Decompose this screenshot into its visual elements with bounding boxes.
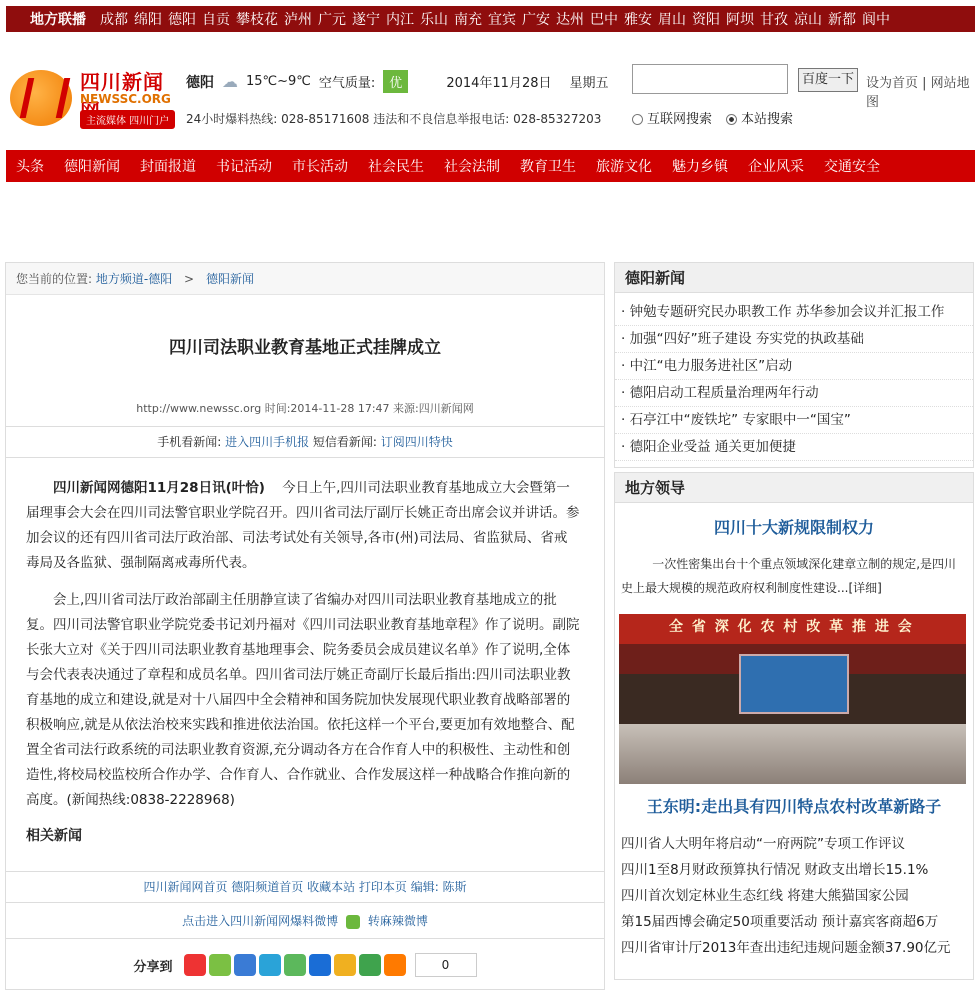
city-link[interactable]: 甘孜 [760,12,788,28]
share-weibo-icon[interactable] [184,954,206,976]
nav-item[interactable]: 封面报道 [140,159,196,175]
air-quality-label: 空气质量: [318,76,376,91]
city-link[interactable]: 攀枝花 [236,12,278,28]
radio-site[interactable]: 本站搜索 [726,108,793,127]
article-title: 四川司法职业教育基地正式挂牌成立 [169,338,441,358]
city-link[interactable]: 广元 [318,12,346,28]
breadcrumb-link-news[interactable]: 德阳新闻 [205,272,254,286]
nav-item[interactable]: 企业风采 [748,159,804,175]
news-item[interactable]: · 加强“四好”班子建设 夯实党的执政基础 [615,326,973,353]
weibo-icon [346,915,360,929]
sms-link[interactable]: 订阅四川特快 [380,435,453,449]
news-item[interactable]: · 石亭江中“废铁坨” 专家眼中一“国宝” [615,407,973,434]
logo-domain: NEWSSC.ORG [80,92,171,106]
city-link[interactable]: 广安 [522,12,550,28]
share-clover-icon[interactable] [284,954,306,976]
photo-banner: 全 省 深 化 农 村 改 革 推 进 会 [669,619,914,635]
city-link[interactable]: 泸州 [284,12,312,28]
link-item[interactable]: 四川省人大明年将启动“一府两院”专项工作评议 [621,836,905,852]
header-links[interactable]: 设为首页 | 网站地图 [866,76,970,110]
link-item[interactable]: 第15届西博会确定50项重要活动 预计嘉宾客商超6万 [621,914,939,930]
nav-item[interactable]: 德阳新闻 [64,159,120,175]
nav-item[interactable]: 交通安全 [824,159,880,175]
news-item[interactable]: · 德阳启动工程质量治理两年行动 [615,380,973,407]
top-bar [6,6,975,34]
site-logo[interactable] [10,64,182,132]
radio-internet[interactable]: 互联网搜索 [632,108,712,127]
panel-heading: 德阳新闻 [615,263,973,293]
city-link[interactable]: 阿坝 [726,12,754,28]
feature-text: 一次性密集出台十个重点领域深化建章立制的规定,是四川史上最大规模的规范政府权利制度性建设...[详细] [621,557,957,595]
city-link[interactable]: 内江 [386,12,414,28]
air-quality-badge: 优 [383,70,408,93]
city-link[interactable]: 绵阳 [134,12,162,28]
deyang-news-panel [614,262,974,468]
city-link[interactable]: 资阳 [692,12,720,28]
nav-item[interactable]: 教育卫生 [520,159,576,175]
nav-item[interactable]: 社会法制 [444,159,500,175]
news-item[interactable]: · 中江“电力服务进社区”启动 [615,353,973,380]
logo-tag: 主流媒体 四川门户 [80,110,175,129]
leaders-panel [614,472,974,980]
weekday-text: 星期五 [569,76,609,91]
article-column [5,262,605,990]
weather-city: 德阳 [186,74,214,91]
nav-item[interactable]: 市长活动 [292,159,348,175]
city-link[interactable]: 自贡 [202,12,230,28]
article-meta: http://www.newssc.org 时间:2014-11-28 17:47 来源:四川新闻网 [136,402,474,415]
share-renren-icon[interactable] [309,954,331,976]
nav-item[interactable]: 魅力乡镇 [672,159,728,175]
share-douban-icon[interactable] [359,954,381,976]
stage-screen [739,654,849,714]
share-p-icon[interactable] [259,954,281,976]
cloud-icon: ☁ [222,72,238,91]
mobile-prefix: 手机看新闻: [157,435,222,449]
sms-prefix: 短信看新闻: [312,435,377,449]
city-link[interactable]: 遂宁 [352,12,380,28]
weather-temp: 15℃~9℃ [246,74,311,89]
city-link[interactable]: 德阳 [168,12,196,28]
city-link[interactable]: 乐山 [420,12,448,28]
share-qzone-icon[interactable] [234,954,256,976]
city-link[interactable]: 凉山 [794,12,822,28]
logo-icon [10,70,72,126]
share-label: 分享到 [133,959,173,975]
city-link[interactable]: 新都 [828,12,856,28]
paragraph-2: 会上,四川省司法厅政治部副主任朋静宣读了省编办对四川司法职业教育基地成立的批复。四川司法警官职业学院党委书记刘丹福对《四川司法职业教育基地章程》作了说明。副院长张大立对《关于四川司法职业教育基地理事会、院务委员会成员建议名单》作了说明,全体与会代表表决通过了章程和成员名单。四川省司法厅姚正奇副厅长最后指出:四川司法职业教育基地的成立和建设,就是对十八届四中全会精神和国务院加快发展现代职业教育战略部署的积极响应,就是从依法治校来实践和推进依法治国。依托这样一个平台,要更加有效地整合、配置全省司法行政系统的司法职业教育资源,充分调动各方在合作育人中的积极性、主动性和创造性,将校局校监校所合作办学、合作育人、合作就业、合作发展这样一种战略合作推向新的高度。(新闻热线:0838-2228968) [26,592,580,808]
breadcrumb-link-channel[interactable]: 地方频道-德阳 [95,272,173,286]
hotline-text: 24小时爆料热线: 028-85171608 违法和不良信息举报电话: 028-85327203 [186,112,602,126]
city-link[interactable]: 成都 [100,12,128,28]
article-body [6,458,604,813]
topbar-title: 地方联播 [30,12,86,28]
weather-bar [186,70,609,93]
radio-on-icon [726,114,737,125]
news-list [615,293,973,461]
panel-heading-leaders: 地方领导 [615,473,973,503]
header [6,40,975,146]
nav-item[interactable]: 社会民生 [368,159,424,175]
weibo-link-2[interactable]: 转麻辣微博 [367,914,428,928]
nav-item[interactable]: 头条 [16,159,44,175]
related-news-heading: 相关新闻 [26,828,82,844]
link-item[interactable]: 四川1至8月财政预算执行情况 财政支出增长15.1% [621,862,929,878]
share-kaixin-icon[interactable] [334,954,356,976]
footer-links[interactable]: 四川新闻网首页 德阳频道首页 收藏本站 打印本页 编辑: 陈斯 [6,871,604,903]
paragraph-1: 今日上午,四川司法职业教育基地成立大会暨第一届理事会大会在四川司法警官职业学院召开。四川省司法厅副厅长姚正奇出席会议并讲话。参加会议的还有四川省司法厅政治部、司法考试处有关领导,各市(州)司法局、省监狱局、省戒毒局及各监狱、强制隔离戒毒所代表。 [26,480,580,571]
share-count: 0 [415,953,477,977]
search-button[interactable]: 百度一下 [798,68,858,92]
breadcrumb [6,263,604,295]
city-link[interactable]: 阆中 [862,12,890,28]
nav-item[interactable]: 旅游文化 [596,159,652,175]
share-bar [6,953,604,977]
search-box [632,64,972,127]
nav-item[interactable]: 书记活动 [216,159,272,175]
article-lead: 四川新闻网德阳11月28日讯(叶恰) [53,480,265,496]
weibo-link[interactable]: 点击进入四川新闻网爆料微博 [182,914,339,928]
city-link[interactable]: 眉山 [658,12,686,28]
breadcrumb-sep: > [184,272,195,286]
share-star-icon[interactable] [209,954,231,976]
mobile-link[interactable]: 进入四川手机报 [225,435,310,449]
photo-caption[interactable]: 王东明:走出具有四川特点农村改革新路子 [646,797,942,816]
date-text: 2014年11月28日 [446,76,552,91]
radio-off-icon [632,114,643,125]
city-link[interactable]: 南充 [454,12,482,28]
news-item[interactable]: · 德阳企业受益 通关更加便捷 [615,434,973,461]
share-more-icon[interactable] [384,954,406,976]
breadcrumb-prefix: 您当前的位置: [16,272,93,286]
feature-title[interactable]: 四川十大新规限制权力 [713,518,874,537]
link-item[interactable]: 四川首次划定林业生态红线 将建大熊猫国家公园 [621,888,909,904]
city-link[interactable]: 雅安 [624,12,652,28]
conference-photo[interactable] [619,614,966,784]
city-link[interactable]: 达州 [556,12,584,28]
link-item[interactable]: 四川省审计厅2013年查出违纪违规问题金额37.90亿元 [621,940,951,956]
main-nav [6,150,975,182]
news-item[interactable]: · 钟勉专题研究民办职教工作 苏华参加会议并汇报工作 [615,299,973,326]
city-link[interactable]: 巴中 [590,12,618,28]
search-input[interactable] [632,64,788,94]
weibo-bar [6,903,604,939]
logo-name: 四川新闻 [80,70,164,94]
search-scope [632,108,793,127]
city-list [100,9,890,29]
mobile-bar [6,426,604,458]
link-list [615,831,973,961]
city-link[interactable]: 宜宾 [488,12,516,28]
